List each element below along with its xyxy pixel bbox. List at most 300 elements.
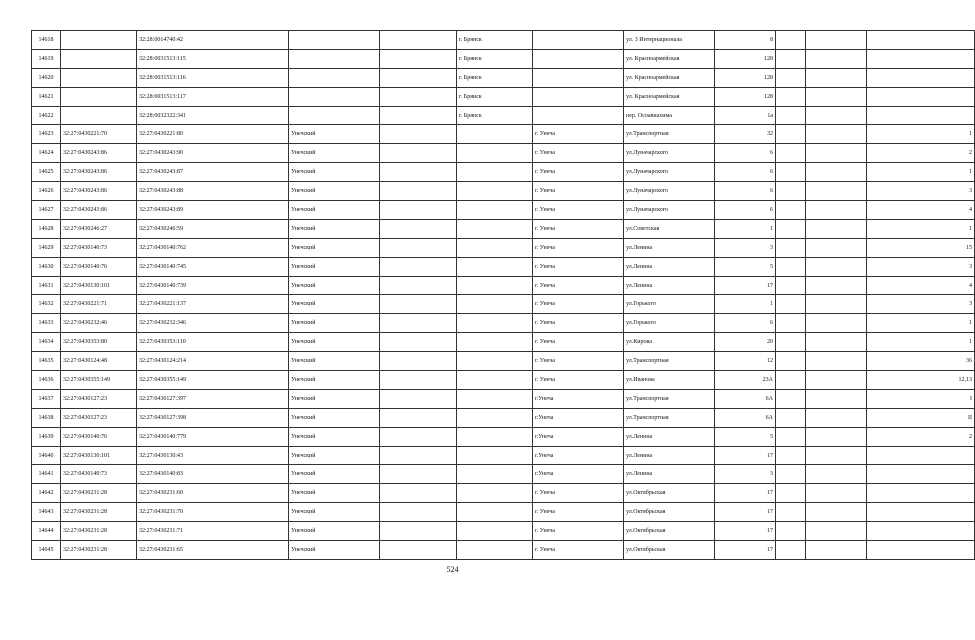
cell-record-number: 14621 (32, 87, 61, 106)
cell-empty (776, 182, 806, 201)
cell-premises-number (867, 31, 975, 50)
cell-district: Унечский (289, 276, 380, 295)
table-row (32, 352, 975, 371)
cell-record-number: 14618 (32, 31, 61, 50)
cell-premises-number: 36 (867, 352, 975, 371)
cell-district: Унечский (289, 314, 380, 333)
cell-cadastral-number: 32:27:0430246:59 (137, 219, 289, 238)
cell-premises-number: 12,13 (867, 371, 975, 390)
cell-street: ул.Ленина (624, 276, 715, 295)
cell-district: Унечский (289, 446, 380, 465)
cell-empty (776, 503, 806, 522)
cell-empty (806, 503, 867, 522)
cell-empty (806, 522, 867, 541)
cell-town (533, 106, 624, 125)
table-row (32, 446, 975, 465)
cell-town: г. Унеча (533, 219, 624, 238)
cell-parent-cadastral-number: 32:27:0430127:23 (61, 408, 137, 427)
cell-record-number: 14622 (32, 106, 61, 125)
cell-premises-number (867, 68, 975, 87)
cell-cadastral-number: 32:27:0430221:80 (137, 125, 289, 144)
cell-town: г. Унеча (533, 522, 624, 541)
cell-house-number: 17 (715, 276, 776, 295)
cell-cadastral-number: 32:28:0031513:117 (137, 87, 289, 106)
cell-parent-cadastral-number: 32:27:0430231:28 (61, 484, 137, 503)
cell-house-number: 6 (715, 144, 776, 163)
table-row (32, 408, 975, 427)
cell-record-number: 14619 (32, 49, 61, 68)
cell-street: ул.Горького (624, 314, 715, 333)
cell-parent-cadastral-number: 32:27:0430231:28 (61, 503, 137, 522)
cell-city (457, 144, 533, 163)
cell-parent-cadastral-number: 32:27:0430243:86 (61, 144, 137, 163)
cell-street: ул.Октябрьская (624, 541, 715, 560)
cell-record-number: 14634 (32, 333, 61, 352)
cell-street: пер. Осоавиахима (624, 106, 715, 125)
table-row (32, 389, 975, 408)
cell-house-number: 17 (715, 446, 776, 465)
cell-parent-cadastral-number (61, 106, 137, 125)
cell-city (457, 163, 533, 182)
cell-empty (806, 276, 867, 295)
cell-empty (806, 484, 867, 503)
cell-street: ул.Кирова (624, 333, 715, 352)
cell-cadastral-number: 32:27:0430127:397 (137, 389, 289, 408)
cell-town: г.Унеча (533, 465, 624, 484)
cell-record-number: 14624 (32, 144, 61, 163)
cell-cadastral-number: 32:27:0430353:110 (137, 333, 289, 352)
table-row (32, 68, 975, 87)
cell-record-number: 14644 (32, 522, 61, 541)
cell-parent-cadastral-number: 32:27:0430231:28 (61, 541, 137, 560)
cell-empty (380, 125, 457, 144)
cell-empty (776, 541, 806, 560)
table-row (32, 201, 975, 220)
cell-premises-number (867, 446, 975, 465)
document-page (31, 30, 972, 560)
cell-empty (806, 49, 867, 68)
cell-district: Унечский (289, 238, 380, 257)
cell-street: ул.Ленина (624, 446, 715, 465)
cell-town: г. Унеча (533, 257, 624, 276)
cell-parent-cadastral-number: 32:27:0430231:28 (61, 522, 137, 541)
cell-premises-number: 1 (867, 163, 975, 182)
cell-empty (380, 295, 457, 314)
cell-city: г. Брянск (457, 106, 533, 125)
cell-parent-cadastral-number: 32:27:0430130:101 (61, 276, 137, 295)
cell-empty (776, 352, 806, 371)
cell-city (457, 295, 533, 314)
cell-town: г. Унеча (533, 295, 624, 314)
cell-district: Унечский (289, 371, 380, 390)
cell-empty (806, 125, 867, 144)
cell-empty (380, 276, 457, 295)
cell-empty (776, 408, 806, 427)
cell-town: г. Унеча (533, 144, 624, 163)
cell-premises-number: I (867, 389, 975, 408)
cell-empty (380, 106, 457, 125)
cell-house-number: 12 (715, 352, 776, 371)
cell-record-number: 14627 (32, 201, 61, 220)
cell-record-number: 14631 (32, 276, 61, 295)
cell-empty (806, 257, 867, 276)
cell-parent-cadastral-number: 32:27:0430127:23 (61, 389, 137, 408)
cell-parent-cadastral-number: 32:27:0430243:86 (61, 201, 137, 220)
cell-house-number: 6 (715, 163, 776, 182)
cell-empty (776, 446, 806, 465)
cell-cadastral-number: 32:27:0430140:779 (137, 427, 289, 446)
cell-district (289, 31, 380, 50)
cell-empty (380, 257, 457, 276)
cell-record-number: 14638 (32, 408, 61, 427)
cell-city (457, 125, 533, 144)
cell-empty (776, 106, 806, 125)
cell-city (457, 371, 533, 390)
cell-house-number: 1а (715, 106, 776, 125)
cell-town: г. Унеча (533, 314, 624, 333)
cell-street: ул.Советская (624, 219, 715, 238)
cell-district: Унечский (289, 389, 380, 408)
cell-empty (380, 201, 457, 220)
cell-premises-number (867, 484, 975, 503)
cell-street: ул. Красноармейская (624, 49, 715, 68)
cell-house-number: 8 (715, 31, 776, 50)
cell-empty (380, 446, 457, 465)
cell-street: ул.Транспортная (624, 125, 715, 144)
cell-record-number: 14636 (32, 371, 61, 390)
cell-parent-cadastral-number: 32:27:0430243:86 (61, 163, 137, 182)
table-row (32, 314, 975, 333)
cell-premises-number (867, 106, 975, 125)
table-row (32, 87, 975, 106)
cell-street: ул.Горького (624, 295, 715, 314)
cell-house-number: 6 (715, 182, 776, 201)
cell-house-number: 1 (715, 219, 776, 238)
cell-district: Унечский (289, 522, 380, 541)
cell-street: ул.Луначарского (624, 144, 715, 163)
cell-town: г. Унеча (533, 541, 624, 560)
cell-street: ул.Иванова (624, 371, 715, 390)
cell-house-number: 20 (715, 333, 776, 352)
cell-empty (806, 68, 867, 87)
cell-premises-number: 2 (867, 427, 975, 446)
cell-empty (380, 49, 457, 68)
cell-district: Унечский (289, 163, 380, 182)
cell-parent-cadastral-number: 32:27:0430232:46 (61, 314, 137, 333)
cell-empty (806, 541, 867, 560)
cell-record-number: 14633 (32, 314, 61, 333)
table-row (32, 503, 975, 522)
cell-city (457, 219, 533, 238)
cell-parent-cadastral-number: 32:27:0430140:76 (61, 427, 137, 446)
cell-empty (776, 257, 806, 276)
cell-empty (776, 238, 806, 257)
cell-house-number: 3 (715, 238, 776, 257)
cell-house-number: 6А (715, 389, 776, 408)
cell-house-number: 32 (715, 125, 776, 144)
table-row (32, 257, 975, 276)
cell-street: ул. Красноармейская (624, 87, 715, 106)
cell-cadastral-number: 32:27:0430231:71 (137, 522, 289, 541)
cell-empty (380, 389, 457, 408)
cell-district: Унечский (289, 125, 380, 144)
cell-house-number: 1 (715, 295, 776, 314)
cell-town: г. Унеча (533, 333, 624, 352)
cell-empty (806, 106, 867, 125)
cell-premises-number (867, 541, 975, 560)
cell-empty (776, 201, 806, 220)
cell-premises-number: 4 (867, 276, 975, 295)
cell-empty (806, 371, 867, 390)
cell-cadastral-number: 32:27:0430127:398 (137, 408, 289, 427)
cell-town: г.Унеча (533, 408, 624, 427)
cell-town: г. Унеча (533, 201, 624, 220)
cell-parent-cadastral-number: 32:27:0430221:71 (61, 295, 137, 314)
table-row (32, 484, 975, 503)
cell-cadastral-number: 32:27:0430232:346 (137, 314, 289, 333)
cell-house-number: 17 (715, 503, 776, 522)
cell-house-number: 17 (715, 484, 776, 503)
cell-premises-number (867, 87, 975, 106)
cell-street: ул. Красноармейская (624, 68, 715, 87)
cell-empty (776, 68, 806, 87)
cell-premises-number: 1 (867, 314, 975, 333)
cell-empty (380, 408, 457, 427)
cell-empty (806, 314, 867, 333)
cell-empty (776, 295, 806, 314)
cell-premises-number: 3 (867, 182, 975, 201)
cell-cadastral-number: 32:28:0014740:42 (137, 31, 289, 50)
cell-district: Унечский (289, 503, 380, 522)
cell-empty (380, 314, 457, 333)
cell-district: Унечский (289, 201, 380, 220)
cell-city (457, 408, 533, 427)
cell-city: г. Брянск (457, 68, 533, 87)
cell-empty (806, 182, 867, 201)
table-row (32, 106, 975, 125)
cell-cadastral-number: 32:27:0430243:90 (137, 144, 289, 163)
cell-parent-cadastral-number: 32:27:0430140:73 (61, 465, 137, 484)
cell-city (457, 465, 533, 484)
cell-premises-number: 15 (867, 238, 975, 257)
cell-district: Унечский (289, 144, 380, 163)
cell-empty (806, 408, 867, 427)
cell-empty (806, 31, 867, 50)
cell-empty (380, 352, 457, 371)
cell-house-number: 128 (715, 49, 776, 68)
cell-district: Унечский (289, 333, 380, 352)
cell-premises-number: 1 (867, 333, 975, 352)
cell-city (457, 333, 533, 352)
cell-empty (776, 125, 806, 144)
cell-empty (776, 465, 806, 484)
cell-city (457, 522, 533, 541)
cell-record-number: 14645 (32, 541, 61, 560)
cell-premises-number: 4 (867, 201, 975, 220)
cell-district: Унечский (289, 484, 380, 503)
cell-premises-number: 1 (867, 125, 975, 144)
cell-city (457, 314, 533, 333)
cell-premises-number (867, 49, 975, 68)
table-row (32, 144, 975, 163)
cell-district: Унечский (289, 427, 380, 446)
cell-empty (380, 541, 457, 560)
cell-parent-cadastral-number: 32:27:0430355:149 (61, 371, 137, 390)
table-row (32, 295, 975, 314)
table-row (32, 238, 975, 257)
cell-cadastral-number: 32:28:0031513:115 (137, 49, 289, 68)
cell-house-number: 6А (715, 408, 776, 427)
cell-empty (380, 333, 457, 352)
cell-premises-number: 3 (867, 257, 975, 276)
cell-empty (380, 87, 457, 106)
cell-empty (776, 389, 806, 408)
table-row (32, 333, 975, 352)
table-row (32, 163, 975, 182)
cell-empty (776, 314, 806, 333)
cell-empty (806, 163, 867, 182)
cell-district (289, 68, 380, 87)
cell-district (289, 87, 380, 106)
cell-cadastral-number: 32:27:0430355:149 (137, 371, 289, 390)
cell-empty (380, 163, 457, 182)
cell-parent-cadastral-number: 32:27:0430246:27 (61, 219, 137, 238)
cell-record-number: 14635 (32, 352, 61, 371)
table-row (32, 49, 975, 68)
cell-parent-cadastral-number (61, 49, 137, 68)
cell-city (457, 201, 533, 220)
cell-house-number: 128 (715, 87, 776, 106)
cell-city (457, 503, 533, 522)
cell-district: Унечский (289, 465, 380, 484)
cell-cadastral-number: 32:27:0430140:739 (137, 276, 289, 295)
cell-record-number: 14640 (32, 446, 61, 465)
cell-city (457, 352, 533, 371)
cell-cadastral-number: 32:27:0430231:65 (137, 541, 289, 560)
cell-premises-number (867, 465, 975, 484)
cell-empty (776, 219, 806, 238)
cell-empty (806, 219, 867, 238)
cell-empty (380, 503, 457, 522)
cell-empty (806, 465, 867, 484)
table-row (32, 465, 975, 484)
cell-empty (806, 333, 867, 352)
cell-empty (380, 68, 457, 87)
cell-premises-number: 1 (867, 219, 975, 238)
cell-house-number: 3 (715, 465, 776, 484)
cell-town (533, 68, 624, 87)
cell-parent-cadastral-number (61, 87, 137, 106)
table-row (32, 219, 975, 238)
cell-cadastral-number: 32:27:0430243:88 (137, 182, 289, 201)
table-row (32, 125, 975, 144)
cell-city (457, 276, 533, 295)
cell-street: ул.Транспортная (624, 389, 715, 408)
table-row (32, 522, 975, 541)
cell-city (457, 541, 533, 560)
cell-empty (806, 87, 867, 106)
cell-parent-cadastral-number: 32:27:0430124:48 (61, 352, 137, 371)
cell-premises-number: 2 (867, 144, 975, 163)
cell-empty (776, 49, 806, 68)
cell-empty (380, 31, 457, 50)
cell-premises-number (867, 503, 975, 522)
cell-empty (806, 352, 867, 371)
cell-empty (776, 427, 806, 446)
cell-record-number: 14643 (32, 503, 61, 522)
registry-table (31, 30, 975, 560)
table-row (32, 31, 975, 50)
cell-record-number: 14641 (32, 465, 61, 484)
cell-town: г.Унеча (533, 446, 624, 465)
cell-house-number: 5 (715, 427, 776, 446)
cell-city: г. Брянск (457, 31, 533, 50)
cell-city (457, 238, 533, 257)
cell-city (457, 389, 533, 408)
cell-district (289, 106, 380, 125)
cell-empty (776, 87, 806, 106)
cell-town: г. Унеча (533, 276, 624, 295)
cell-premises-number (867, 522, 975, 541)
cell-district: Унечский (289, 257, 380, 276)
cell-premises-number: 3 (867, 295, 975, 314)
cell-cadastral-number: 32:27:0430221:137 (137, 295, 289, 314)
cell-street: ул.Транспортная (624, 408, 715, 427)
cell-premises-number: II (867, 408, 975, 427)
cell-town (533, 49, 624, 68)
cell-street: ул.Ленина (624, 465, 715, 484)
cell-house-number: 17 (715, 522, 776, 541)
cell-empty (380, 465, 457, 484)
cell-city (457, 446, 533, 465)
cell-street: ул.Октябрьская (624, 522, 715, 541)
cell-cadastral-number: 32:27:0430231:70 (137, 503, 289, 522)
cell-house-number: 6 (715, 201, 776, 220)
cell-street: ул.Луначарского (624, 163, 715, 182)
cell-empty (380, 238, 457, 257)
cell-parent-cadastral-number: 32:27:0430243:86 (61, 182, 137, 201)
cell-city: г. Брянск (457, 87, 533, 106)
cell-record-number: 14628 (32, 219, 61, 238)
cell-cadastral-number: 32:27:0430140:83 (137, 465, 289, 484)
cell-empty (776, 276, 806, 295)
cell-empty (776, 484, 806, 503)
cell-city: г. Брянск (457, 49, 533, 68)
cell-street: ул. 3 Интернационала (624, 31, 715, 50)
cell-town: г. Унеча (533, 503, 624, 522)
cell-house-number: 23А (715, 371, 776, 390)
cell-record-number: 14625 (32, 163, 61, 182)
cell-district: Унечский (289, 541, 380, 560)
cell-street: ул.Октябрьская (624, 484, 715, 503)
cell-empty (380, 484, 457, 503)
cell-city (457, 182, 533, 201)
cell-town: г. Унеча (533, 125, 624, 144)
cell-town: г.Унеча (533, 427, 624, 446)
cell-district: Унечский (289, 182, 380, 201)
cell-district: Унечский (289, 408, 380, 427)
cell-parent-cadastral-number: 32:27:0430221:70 (61, 125, 137, 144)
cell-empty (806, 295, 867, 314)
cell-street: ул.Транспортная (624, 352, 715, 371)
cell-record-number: 14620 (32, 68, 61, 87)
cell-cadastral-number: 32:27:0430243:87 (137, 163, 289, 182)
cell-record-number: 14629 (32, 238, 61, 257)
page-number: 524 (446, 565, 459, 574)
cell-district (289, 49, 380, 68)
cell-town: г. Унеча (533, 484, 624, 503)
cell-parent-cadastral-number: 32:27:0430140:76 (61, 257, 137, 276)
